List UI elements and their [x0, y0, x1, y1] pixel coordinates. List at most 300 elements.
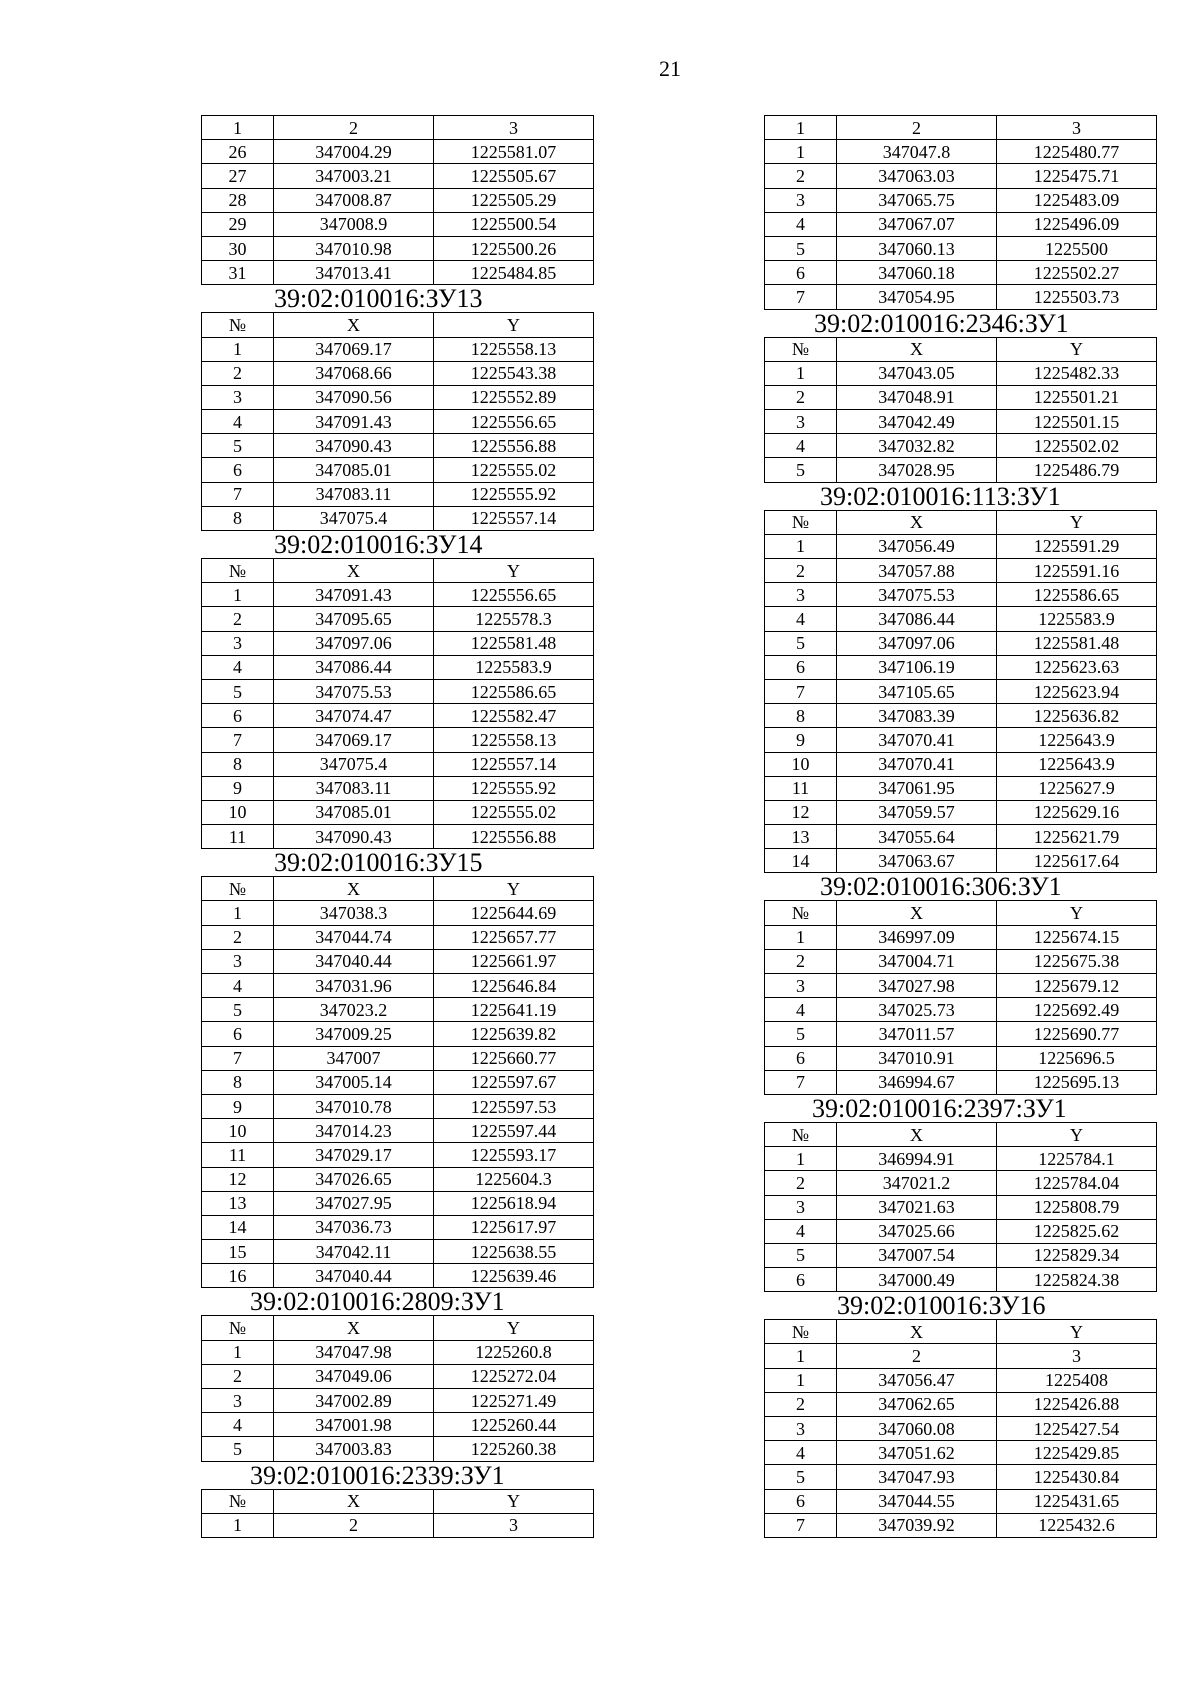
y-coordinate-cell: 1225557.14: [434, 506, 594, 530]
x-coordinate-cell: 347001.98: [274, 1413, 434, 1437]
y-coordinate-cell: 1225556.88: [434, 434, 594, 458]
point-number-cell: 1: [202, 583, 274, 607]
x-coordinate-cell: 347040.44: [274, 949, 434, 973]
y-coordinate-cell: Y: [434, 1489, 594, 1513]
x-coordinate-cell: 347008.87: [274, 188, 434, 212]
y-coordinate-cell: 1225829.34: [997, 1243, 1157, 1267]
x-coordinate-cell: 347086.44: [274, 655, 434, 679]
x-coordinate-cell: 347044.55: [837, 1489, 997, 1513]
x-coordinate-cell: 347000.49: [837, 1268, 997, 1292]
y-coordinate-cell: 1225543.38: [434, 361, 594, 385]
x-coordinate-cell: 347008.9: [274, 212, 434, 236]
y-coordinate-cell: 1225824.38: [997, 1268, 1157, 1292]
x-coordinate-cell: 347014.23: [274, 1119, 434, 1143]
table-row: [765, 704, 1157, 728]
x-coordinate-cell: 347075.4: [274, 752, 434, 776]
y-coordinate-cell: 1225627.9: [997, 776, 1157, 800]
x-coordinate-cell: 2: [274, 116, 434, 140]
x-coordinate-cell: 347070.41: [837, 728, 997, 752]
x-coordinate-cell: 347060.13: [837, 236, 997, 260]
x-coordinate-cell: 347028.95: [837, 458, 997, 482]
table-row: [765, 752, 1157, 776]
x-coordinate-cell: 347074.47: [274, 704, 434, 728]
y-coordinate-cell: 1225431.65: [997, 1489, 1157, 1513]
table-row: [765, 559, 1157, 583]
x-coordinate-cell: 347091.43: [274, 583, 434, 607]
table-row: [202, 1364, 594, 1388]
numbering-header-row: [765, 1344, 1157, 1368]
y-coordinate-cell: 1225586.65: [434, 679, 594, 703]
table-row: [202, 434, 594, 458]
table-row: [765, 607, 1157, 631]
x-coordinate-cell: X: [837, 901, 997, 925]
y-coordinate-cell: 1225426.88: [997, 1392, 1157, 1416]
x-coordinate-cell: 347105.65: [837, 679, 997, 703]
y-coordinate-cell: 1225617.97: [434, 1215, 594, 1239]
point-number-cell: 1: [765, 534, 837, 558]
y-coordinate-cell: 3: [434, 1513, 594, 1537]
x-coordinate-cell: X: [837, 510, 997, 534]
point-number-cell: 1: [202, 1340, 274, 1364]
y-coordinate-cell: 1225784.04: [997, 1171, 1157, 1195]
point-number-cell: 2: [202, 361, 274, 385]
table-row: [765, 1392, 1157, 1416]
table-row: [202, 925, 594, 949]
y-coordinate-cell: 1225482.33: [997, 361, 1157, 385]
y-coordinate-cell: 1225808.79: [997, 1195, 1157, 1219]
table-row: [765, 631, 1157, 655]
x-coordinate-cell: 347086.44: [837, 607, 997, 631]
table-row: [202, 1191, 594, 1215]
x-coordinate-cell: 347026.65: [274, 1167, 434, 1191]
point-number-cell: 26: [202, 140, 274, 164]
point-number-cell: 4: [765, 434, 837, 458]
coordinates-table: [201, 558, 594, 849]
table-row: [765, 434, 1157, 458]
y-coordinate-cell: Y: [997, 1320, 1157, 1344]
point-number-cell: 1: [765, 1344, 837, 1368]
x-coordinate-cell: 347106.19: [837, 655, 997, 679]
y-coordinate-cell: 1225623.63: [997, 655, 1157, 679]
y-coordinate-cell: 1225679.12: [997, 974, 1157, 998]
x-coordinate-cell: 347029.17: [274, 1143, 434, 1167]
x-coordinate-cell: 347083.11: [274, 776, 434, 800]
point-number-cell: 8: [202, 752, 274, 776]
table-row: [765, 925, 1157, 949]
table-row: [765, 1268, 1157, 1292]
y-coordinate-cell: 1225639.46: [434, 1264, 594, 1288]
table-row: [765, 974, 1157, 998]
x-coordinate-cell: 347063.67: [837, 849, 997, 873]
x-coordinate-cell: 347004.71: [837, 949, 997, 973]
x-coordinate-cell: 347085.01: [274, 800, 434, 824]
y-coordinate-cell: 3: [434, 116, 594, 140]
table-row: [765, 776, 1157, 800]
point-number-cell: №: [202, 1316, 274, 1340]
table-row: [202, 506, 594, 530]
x-coordinate-cell: 347044.74: [274, 925, 434, 949]
table-row: [202, 1413, 594, 1437]
table-row: [765, 1046, 1157, 1070]
y-coordinate-cell: Y: [434, 1316, 594, 1340]
x-coordinate-cell: 347010.78: [274, 1094, 434, 1118]
table-row: [202, 1340, 594, 1364]
x-coordinate-cell: 347007: [274, 1046, 434, 1070]
y-coordinate-cell: 1225500: [997, 236, 1157, 260]
table-row: [202, 140, 594, 164]
x-coordinate-cell: 347067.07: [837, 212, 997, 236]
point-number-cell: 2: [765, 1392, 837, 1416]
point-number-cell: 4: [765, 1219, 837, 1243]
x-coordinate-cell: 347004.29: [274, 140, 434, 164]
table-row: [202, 901, 594, 925]
y-coordinate-cell: 1225505.29: [434, 188, 594, 212]
x-coordinate-cell: 347059.57: [837, 800, 997, 824]
x-coordinate-cell: 347048.91: [837, 385, 997, 409]
x-coordinate-cell: 347025.66: [837, 1219, 997, 1243]
y-coordinate-cell: 1225597.44: [434, 1119, 594, 1143]
table-row: [765, 385, 1157, 409]
point-number-cell: №: [765, 901, 837, 925]
x-coordinate-cell: 347090.56: [274, 385, 434, 409]
point-number-cell: 1: [202, 337, 274, 361]
y-coordinate-cell: Y: [434, 877, 594, 901]
x-coordinate-cell: 346994.91: [837, 1147, 997, 1171]
y-coordinate-cell: 1225581.48: [434, 631, 594, 655]
y-coordinate-cell: 1225641.19: [434, 998, 594, 1022]
table-row: [765, 825, 1157, 849]
x-coordinate-cell: 347042.49: [837, 410, 997, 434]
x-coordinate-cell: 346997.09: [837, 925, 997, 949]
y-coordinate-cell: Y: [434, 559, 594, 583]
point-number-cell: 2: [765, 164, 837, 188]
table-row: [202, 236, 594, 260]
x-coordinate-cell: 347065.75: [837, 188, 997, 212]
x-coordinate-cell: 347085.01: [274, 458, 434, 482]
point-number-cell: 3: [765, 974, 837, 998]
coordinates-table: [764, 1122, 1157, 1292]
column-header-row: [765, 901, 1157, 925]
table-row: [765, 140, 1157, 164]
x-coordinate-cell: 2: [837, 116, 997, 140]
table-row: [202, 679, 594, 703]
table-row: [202, 1240, 594, 1264]
point-number-cell: 12: [202, 1167, 274, 1191]
page-number: 21: [659, 56, 681, 81]
coordinates-table: [201, 1489, 594, 1538]
x-coordinate-cell: 347027.98: [837, 974, 997, 998]
x-coordinate-cell: 347070.41: [837, 752, 997, 776]
x-coordinate-cell: 347068.66: [274, 361, 434, 385]
y-coordinate-cell: 1225644.69: [434, 901, 594, 925]
x-coordinate-cell: 347038.3: [274, 901, 434, 925]
point-number-cell: №: [202, 559, 274, 583]
y-coordinate-cell: 1225646.84: [434, 974, 594, 998]
x-coordinate-cell: 347013.41: [274, 261, 434, 285]
y-coordinate-cell: 1225552.89: [434, 385, 594, 409]
table-row: [765, 410, 1157, 434]
y-coordinate-cell: 1225555.92: [434, 482, 594, 506]
table-row: [202, 261, 594, 285]
point-number-cell: 5: [202, 434, 274, 458]
point-number-cell: 10: [202, 800, 274, 824]
x-coordinate-cell: 347025.73: [837, 998, 997, 1022]
x-coordinate-cell: 347051.62: [837, 1441, 997, 1465]
table-row: [765, 458, 1157, 482]
y-coordinate-cell: 1225496.09: [997, 212, 1157, 236]
right-column: [764, 115, 1156, 1538]
table-row: [202, 704, 594, 728]
y-coordinate-cell: 1225503.73: [997, 285, 1157, 309]
point-number-cell: 1: [765, 361, 837, 385]
y-coordinate-cell: 1225429.85: [997, 1441, 1157, 1465]
x-coordinate-cell: 347047.8: [837, 140, 997, 164]
x-coordinate-cell: 347042.11: [274, 1240, 434, 1264]
table-row: [765, 1195, 1157, 1219]
point-number-cell: 1: [765, 1368, 837, 1392]
y-coordinate-cell: 1225695.13: [997, 1070, 1157, 1094]
point-number-cell: №: [202, 877, 274, 901]
x-coordinate-cell: 347056.49: [837, 534, 997, 558]
table-row: [765, 1417, 1157, 1441]
point-number-cell: №: [765, 510, 837, 534]
x-coordinate-cell: 347054.95: [837, 285, 997, 309]
table-row: [202, 1215, 594, 1239]
point-number-cell: 6: [765, 1268, 837, 1292]
y-coordinate-cell: 1225597.53: [434, 1094, 594, 1118]
y-coordinate-cell: 1225657.77: [434, 925, 594, 949]
y-coordinate-cell: 1225501.21: [997, 385, 1157, 409]
point-number-cell: 7: [765, 1513, 837, 1537]
x-coordinate-cell: 347090.43: [274, 434, 434, 458]
y-coordinate-cell: 1225582.47: [434, 704, 594, 728]
table-row: [765, 1219, 1157, 1243]
coordinates-table: [764, 1319, 1157, 1538]
point-number-cell: 2: [202, 1364, 274, 1388]
column-header-row: [202, 559, 594, 583]
x-coordinate-cell: X: [274, 877, 434, 901]
point-number-cell: 6: [202, 458, 274, 482]
y-coordinate-cell: 1225643.9: [997, 728, 1157, 752]
table-row: [765, 361, 1157, 385]
y-coordinate-cell: 1225500.26: [434, 236, 594, 260]
point-number-cell: 7: [202, 728, 274, 752]
point-number-cell: 2: [765, 1171, 837, 1195]
y-coordinate-cell: 1225583.9: [434, 655, 594, 679]
x-coordinate-cell: 347043.05: [837, 361, 997, 385]
x-coordinate-cell: 347010.91: [837, 1046, 997, 1070]
point-number-cell: 31: [202, 261, 274, 285]
point-number-cell: 3: [202, 631, 274, 655]
parcel-title: 39:02:010016:2397:ЗУ1: [812, 1093, 1067, 1123]
table-row: [765, 1368, 1157, 1392]
point-number-cell: 6: [765, 1489, 837, 1513]
x-coordinate-cell: 347083.11: [274, 482, 434, 506]
x-coordinate-cell: 347060.08: [837, 1417, 997, 1441]
x-coordinate-cell: 347027.95: [274, 1191, 434, 1215]
point-number-cell: 27: [202, 164, 274, 188]
y-coordinate-cell: 1225674.15: [997, 925, 1157, 949]
table-row: [202, 655, 594, 679]
table-row: [765, 164, 1157, 188]
table-row: [765, 212, 1157, 236]
table-row: [765, 261, 1157, 285]
y-coordinate-cell: 1225583.9: [997, 607, 1157, 631]
point-number-cell: 7: [765, 1070, 837, 1094]
x-coordinate-cell: 347021.2: [837, 1171, 997, 1195]
table-row: [765, 1441, 1157, 1465]
y-coordinate-cell: 3: [997, 1344, 1157, 1368]
table-row: [202, 1167, 594, 1191]
column-header-row: [202, 877, 594, 901]
table-row: [765, 1243, 1157, 1267]
x-coordinate-cell: 346994.67: [837, 1070, 997, 1094]
x-coordinate-cell: 347095.65: [274, 607, 434, 631]
table-row: [202, 212, 594, 236]
x-coordinate-cell: 347047.98: [274, 1340, 434, 1364]
parcel-title: 39:02:010016:113:ЗУ1: [820, 481, 1061, 511]
table-row: [202, 1022, 594, 1046]
point-number-cell: 30: [202, 236, 274, 260]
coordinates-table: [201, 1315, 594, 1461]
column-header-row: [765, 510, 1157, 534]
x-coordinate-cell: 347062.65: [837, 1392, 997, 1416]
x-coordinate-cell: 347075.4: [274, 506, 434, 530]
y-coordinate-cell: 1225578.3: [434, 607, 594, 631]
point-number-cell: 10: [202, 1119, 274, 1143]
y-coordinate-cell: 1225623.94: [997, 679, 1157, 703]
column-header-row: [765, 1320, 1157, 1344]
coordinates-table: [764, 510, 1157, 874]
table-row: [202, 361, 594, 385]
table-row: [202, 337, 594, 361]
point-number-cell: 14: [202, 1215, 274, 1239]
y-coordinate-cell: 1225825.62: [997, 1219, 1157, 1243]
x-coordinate-cell: 347009.25: [274, 1022, 434, 1046]
y-coordinate-cell: 1225556.65: [434, 583, 594, 607]
y-coordinate-cell: 1225621.79: [997, 825, 1157, 849]
y-coordinate-cell: 3: [997, 116, 1157, 140]
y-coordinate-cell: Y: [997, 337, 1157, 361]
coordinates-table: [201, 312, 594, 531]
y-coordinate-cell: 1225696.5: [997, 1046, 1157, 1070]
parcel-title: 39:02:010016:ЗУ15: [274, 848, 483, 878]
point-number-cell: 6: [765, 261, 837, 285]
table-row: [765, 800, 1157, 824]
table-row: [765, 679, 1157, 703]
y-coordinate-cell: 1225581.48: [997, 631, 1157, 655]
point-number-cell: 6: [765, 1046, 837, 1070]
x-coordinate-cell: 347010.98: [274, 236, 434, 260]
point-number-cell: 8: [202, 506, 274, 530]
point-number-cell: 15: [202, 1240, 274, 1264]
column-header-row: [202, 1316, 594, 1340]
point-number-cell: 2: [202, 925, 274, 949]
point-number-cell: 13: [202, 1191, 274, 1215]
y-coordinate-cell: 1225636.82: [997, 704, 1157, 728]
x-coordinate-cell: 347049.06: [274, 1364, 434, 1388]
x-coordinate-cell: 347060.18: [837, 261, 997, 285]
y-coordinate-cell: 1225591.16: [997, 559, 1157, 583]
y-coordinate-cell: 1225427.54: [997, 1417, 1157, 1441]
y-coordinate-cell: 1225593.17: [434, 1143, 594, 1167]
y-coordinate-cell: 1225586.65: [997, 583, 1157, 607]
point-number-cell: №: [765, 337, 837, 361]
y-coordinate-cell: 1225558.13: [434, 728, 594, 752]
point-number-cell: 3: [765, 188, 837, 212]
table-row: [202, 752, 594, 776]
point-number-cell: 5: [202, 679, 274, 703]
x-coordinate-cell: 347031.96: [274, 974, 434, 998]
point-number-cell: 6: [202, 1022, 274, 1046]
x-coordinate-cell: 347083.39: [837, 704, 997, 728]
table-row: [202, 949, 594, 973]
x-coordinate-cell: 347011.57: [837, 1022, 997, 1046]
x-coordinate-cell: 347063.03: [837, 164, 997, 188]
y-coordinate-cell: 1225500.54: [434, 212, 594, 236]
parcel-title: 39:02:010016:ЗУ13: [274, 284, 483, 314]
point-number-cell: 13: [765, 825, 837, 849]
column-header-row: [202, 313, 594, 337]
y-coordinate-cell: 1225484.85: [434, 261, 594, 285]
x-coordinate-cell: X: [274, 1316, 434, 1340]
point-number-cell: 14: [765, 849, 837, 873]
x-coordinate-cell: 347021.63: [837, 1195, 997, 1219]
x-coordinate-cell: 347007.54: [837, 1243, 997, 1267]
point-number-cell: 3: [765, 1195, 837, 1219]
y-coordinate-cell: 1225502.02: [997, 434, 1157, 458]
point-number-cell: 3: [765, 583, 837, 607]
point-number-cell: 3: [765, 1417, 837, 1441]
y-coordinate-cell: Y: [997, 901, 1157, 925]
y-coordinate-cell: Y: [434, 313, 594, 337]
y-coordinate-cell: Y: [997, 510, 1157, 534]
table-row: [202, 583, 594, 607]
table-row: [202, 974, 594, 998]
point-number-cell: №: [202, 1489, 274, 1513]
table-row: [765, 583, 1157, 607]
numbering-header-row: [202, 116, 594, 140]
x-coordinate-cell: 347005.14: [274, 1070, 434, 1094]
parcel-title: 39:02:010016:2339:ЗУ1: [250, 1460, 505, 1490]
point-number-cell: 4: [202, 1413, 274, 1437]
table-row: [765, 1513, 1157, 1537]
table-row: [202, 776, 594, 800]
y-coordinate-cell: 1225784.1: [997, 1147, 1157, 1171]
continuation-table: [764, 115, 1157, 310]
table-row: [765, 1465, 1157, 1489]
point-number-cell: №: [765, 1122, 837, 1146]
x-coordinate-cell: 347039.92: [837, 1513, 997, 1537]
y-coordinate-cell: 1225558.13: [434, 337, 594, 361]
parcel-title: 39:02:010016:306:ЗУ1: [820, 872, 1062, 902]
parcel-title: 39:02:010016:2346:ЗУ1: [814, 308, 1069, 338]
point-number-cell: 5: [765, 1022, 837, 1046]
x-coordinate-cell: 2: [274, 1513, 434, 1537]
table-row: [765, 849, 1157, 873]
table-row: [202, 1070, 594, 1094]
y-coordinate-cell: 1225604.3: [434, 1167, 594, 1191]
x-coordinate-cell: X: [274, 559, 434, 583]
y-coordinate-cell: 1225675.38: [997, 949, 1157, 973]
table-row: [202, 631, 594, 655]
point-number-cell: 3: [765, 410, 837, 434]
point-number-cell: 1: [202, 901, 274, 925]
x-coordinate-cell: 2: [837, 1344, 997, 1368]
x-coordinate-cell: 347032.82: [837, 434, 997, 458]
point-number-cell: №: [202, 313, 274, 337]
table-row: [765, 1489, 1157, 1513]
